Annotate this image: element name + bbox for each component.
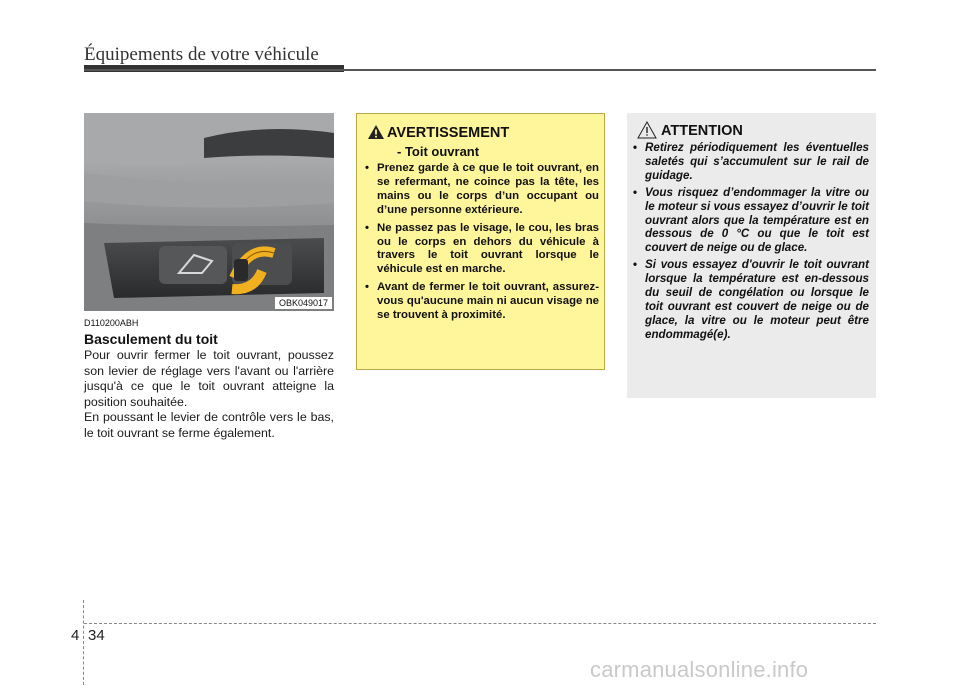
chapter-number: 4 xyxy=(71,627,80,644)
section-code: D110200ABH xyxy=(84,318,139,328)
warning-item: • Avant de fermer le toit ouvrant, assurez-vous qu'aucune main ni aucun visage ne se trouvent à proximité. xyxy=(365,281,599,323)
sunroof-control-photo xyxy=(84,113,334,311)
warning-triangle-icon xyxy=(367,124,385,140)
footer-divider xyxy=(83,600,84,685)
warning-list xyxy=(365,162,599,327)
body-paragraph: Pour ouvrir fermer le toit ouvrant, poussez son levier de réglage vers l'avant ou l'arrière jusqu'à ce que le toit ouvrant atteigne la position souhaitée. xyxy=(84,348,334,409)
attention-box xyxy=(627,113,876,398)
attention-item: • Vous risquez d’endommager la vitre ou le moteur si vous essayez d’ouvrir le toit ouvrant alors que la température est en dessous de 0 °C ou que le toit est couvert de neige ou de glace. xyxy=(633,186,869,256)
page-header-title: Équipements de votre véhicule xyxy=(84,44,319,65)
attention-heading: ATTENTION xyxy=(661,123,743,139)
page-number: 34 xyxy=(88,627,105,644)
warning-subheading: - Toit ouvrant xyxy=(397,144,480,159)
header-rule xyxy=(84,69,876,71)
body-paragraph: En poussant le levier de contrôle vers le bas, le toit ouvrant se ferme également. xyxy=(84,410,334,440)
section-title: Basculement du toit xyxy=(84,331,218,347)
sunroof-switch-illustration xyxy=(84,113,334,311)
caution-triangle-icon xyxy=(637,121,657,139)
attention-list xyxy=(633,141,869,345)
watermark: carmanualsonline.info xyxy=(590,657,809,682)
warning-box xyxy=(356,113,605,370)
warning-item: • Prenez garde à ce que le toit ouvrant, en se refermant, ne coince pas la tête, les mains ou le corps d’un occupant ou d’une personne extérieure. xyxy=(365,162,599,218)
footer-rule xyxy=(84,623,876,624)
photo-caption: OBK049017 xyxy=(275,297,332,309)
warning-item: • Ne passez pas le visage, le cou, les bras ou le corps en dehors du véhicule à travers le toit ouvrant lorsque le véhicule est en marche. xyxy=(365,222,599,278)
attention-item: • Retirez périodiquement les éventuelles saletés qui s’accumulent sur le rail de guidage. xyxy=(633,141,869,183)
attention-item: • Si vous essayez d'ouvrir le toit ouvrant lorsque la température est en-dessous du seuil de congélation ou lorsque le toit ouvrant est couvert de neige ou de glace, la vitre ou le moteur peut être endommagé(e). xyxy=(633,258,869,341)
warning-heading: AVERTISSEMENT xyxy=(387,125,510,141)
